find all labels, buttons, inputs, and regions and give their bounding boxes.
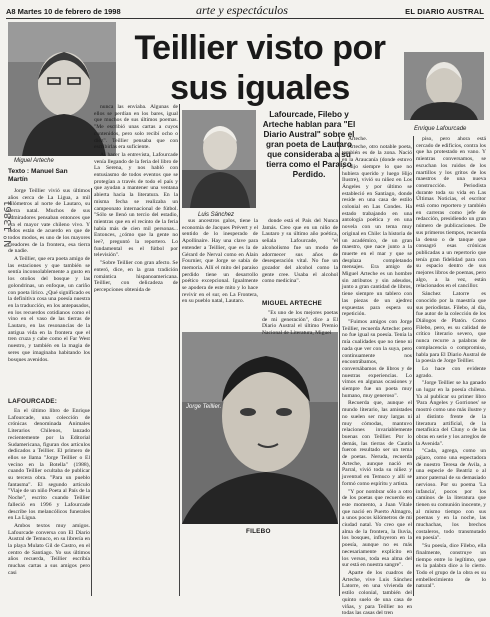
title-line-2: sus iguales: [170, 69, 350, 107]
portrait-lafourcade-graphic: [404, 52, 484, 120]
column-1-top: [8, 188, 90, 396]
caption-enrique-lafourcade: Enrique Lafourcade: [414, 126, 467, 132]
column-3-top: [182, 218, 258, 330]
enrique-lafourcade-photo: [404, 52, 484, 120]
column-divider: [413, 136, 414, 596]
pull-quote: Lafourcade, Filebo y Arteche hablan para "El Diario Austral" sobre el gran poeta de Lautaro que consideraba a su tierra como el Paraíso Perdido.: [262, 110, 356, 179]
caption-luis-sanchez: Luis Sánchez: [198, 212, 235, 218]
col2-paragraph-2: Al hacer la entrevista, Lafourcade venía llegando de la feria del libro de La Serena, y nos habló con entusiasmo de todos eventos que se protegían a través de todo el país y que ayudan a mantener una ventana abierta hacia la literatura. En la misma fecha se realizaba un campeonato internacional de fútbol. "Sólo se llenó un tercio del estadio, mientras que en el recinto de la feria había más de cien mil personas... Entonces, ¿cómo que la gente no lee?, preguntó la reportero. Lo fundamental es el fútbol por televisión".: [94, 151, 178, 259]
col3-paragraph-1: "Es uno de los mejores poetas de mi generación", dice a El Diario Austral el último Premio Nacional de Literatura, Miguel: [262, 310, 338, 337]
handwritten-archive-number: N° 13861: [3, 200, 14, 248]
col1b-paragraph-2: Ambos textos muy amigos. Lafourcade conversa con El Diario Austral de Temuco, en su librería en la playa Mulato Gil de Castro, en el centro de Santiago. Yo sus últimos años recuerda, Teillier escribía muchas cartas a sus amigos pero casi: [8, 522, 90, 576]
col1b-paragraph-1: En el último libro de Enrique Lafourcade, una colección de crónicas denominada Animales Literarios Chilenos, lanzado recientemente por la Editorial Sudamericana, figuran dos artículos dedicados a Teillier. El primero de ellos se llama "Jorge Teillier o El vecino en la Botella" (1988), cuando Teillier ocultaba de publicar su tercera obra. "Para un pueblo fantasma". El segundo artículo "Viaje de un niño Poeta al País de la Noche", escrito cuando Teillier falleció en 1996 y Lafourcade describe los melancólicos funerales en La Ligua.: [8, 408, 90, 522]
column-divider: [179, 104, 180, 596]
column-3c: [262, 310, 338, 337]
col2-paragraph-1: nunca las enviaba. Algunas de ellos se perdían en los bares, igual que muchos de sus últimos poemas. "Me escribió unas cartas a cuyos contenidos, pero solo recibí ocho o diez". Teillier pensaba que con escribirlas era suficiente.: [94, 104, 178, 151]
title-line-1: Teillier visto por: [134, 29, 386, 67]
subhead-filebo: FILEBO: [246, 528, 271, 535]
col1-paragraph-1: Jorge Teillier vivió sus últimos años cerca de La Ligua, a mil kilómetros al norte de Lautaro, su tierra natal. Muchos de sus admiradores pensaban entonces que era el mayor vate chileno vivo. Y todos están de acuerdo en que de todos modos, es uno de los mayores creadores de la frontera, esa tierra de nadie.: [8, 188, 90, 255]
subhead-arteche: MIGUEL ARTECHE: [262, 300, 322, 307]
col4-paragraph-2: Arteche, otro notable poeta, también es de la zona. Nació en la Araucanía (donde estuvo y dijo siempre lo que no hubiera querido y luego Hijo Ilustre), vivió su niñez en Los Ángeles y por último se estableció en Santiago, donde reside en una casa de estilo colonial en Las Condes. Ha estado trabajando en una antología poética y en una novela con un tema muy original en Chile: la historia de un académico, de un gran maestro, que nace junto a la muerte en el mar y que se desplaza completando mensajes. Era amigo de Miguel Arteche es un hombre sin atributos y sin adeudos, junto a gran cantidad de libros, tiene siempre un tablero con las piezas de un ajedrez expuestas para espera su repetición.: [342, 143, 412, 318]
column-4: [342, 136, 412, 617]
article-title: [120, 28, 400, 108]
col4-paragraph-5: "Y por nombrar sólo a otro de los poetas que recuerdo en este momento, a Juan Vitale que nació en Puerto Almagro, a unos pocos kilómetros de mi ciudad natal. Yo creo que el alma de la frontera, la lluvia, los bosques, influyeron en la poesía, aunque no es más necesariamente explícito en los versos, toda esa alma del sur está en nuestra sangre".: [342, 488, 412, 569]
column-5: [416, 136, 486, 596]
col4-paragraph-4: Recuerda que, aunque el mundo literario, las amistades no suelen ser muy largas ni muy cómodas, mantuvo relaciones invariablemente buenas con Teillier. Por lo demás, las tierras de Cautín fueron resultado ser un tema de poetas. Neruda, recuerda Arteche, aunque nació en Parral, vivió toda su niñez y juventud en Temuco y allí se formó como espíritu y artista.: [342, 400, 412, 487]
page-header: [6, 3, 484, 19]
col4-paragraph-3: "Fuimos amigos con Jorge Teillier, recuerda Arteche: pero no fue igual su poesía. Tenía la mía cualidades que no tiene ni nada que ver con la suya, pero continuamente nos encontrábamos, conversábamos de libros y de nuestras experiencias. Lo vimos en algunas ocasiones y siempre fue un poeta muy humano, muy generoso".: [342, 318, 412, 399]
caption-miguel-arteche: Miguel Arteche: [14, 158, 54, 164]
jorge-teillier-photo: [182, 332, 338, 524]
col5-paragraph-6: "Su poesía, dice Filebo, ella finalmente, construye un tiempo entre lo legítimo, que es la palabra dice a lo cierto. Todo el grupo de la obra es su embellecimiento de lo natural".: [416, 543, 486, 590]
byline: Texto : Manuel San Martín: [8, 168, 68, 183]
section-name: arte y espectáculos: [196, 3, 288, 17]
column-divider: [91, 188, 92, 596]
column-1-bottom: [8, 408, 90, 596]
portrait-teillier-graphic: [182, 332, 338, 524]
luis-sanchez-photo: [182, 110, 256, 208]
col2-paragraph-3: "Sobre Teillier con gran afecto. Se enteró, dice, en la gran tradición romántica hispanoamericana. Teillier, con delicadeza de percepciones obtenida de: [94, 260, 178, 293]
column-3b: [262, 218, 338, 298]
col1-paragraph-2: A Teillier, que era poeta amigo de las estaciones y que también se sentía inconsolablemente a gusto en los otoños del bosque y las golondrinas, un enfoque, un cariño con poeta lírico. ¿Qué significado es la definitiva cosa una poesía nuestra en la traducción, en los antepasados, en los recuerdos cotidianos como el vino en el vaso de las tierras de Lautaro, en las resonancias de la antigua vida en la frontera que el tren cruza y cabe como el Far West nuestro, y también en la magia de seres que imaginaba habitando los bosques avenidos.: [8, 256, 90, 363]
col5-paragraph-1: piso, pero ahora está cercado de edificios, contra los que ha protestado en vano. Y mientras conversamos, se escuchan los ruidos de los martillos y los gritos de los maestros de una nueva construcción. Periodista durante toda su vida en Las Últimas Noticias, el escritor está como reportero y también en carreras como jefe de redacción, presidiendo un gran número de publicaciones. De sus primeros tiempos, recuerda la denso o de tanque que consagró esas crónicas publicadas a un repertorio que tenía gran fidelidad para con su espacio dentro de sus mejores libros de poemas, pero algo, a la vez, están relacionados en el cancillor.: [416, 136, 486, 290]
col5-paragraph-2: Sánchez Latorre es conocido por la maestría que sus periodistas. Filebo, al día, fue autor de la colección de los Diálogos de Platón. Como Filebo, pero, es su calidad de crítico literario severo, que nunca recurre a palabras de complacencia o compromiso, habla para El Diario Austral de la poesía de Jorge Teillier.: [416, 291, 486, 365]
column-divider: [339, 136, 340, 596]
col2c-paragraph-1: donde está el País del Nunca Jamás. Creo que en un niño de Lautaro y su último año poética, señala Lafourcade, "el alcoholismo fue un modo de adormecer sus años de desesperación vital. No fue un gozador del alcohol como la gente cree. Usaba el alcohol como medicina".: [262, 218, 338, 285]
subhead-lafourcade: LAFOURCADE:: [8, 398, 58, 405]
col5-paragraph-5: "Cada, agrega, como un pájaro, como una espectadora de nuestro Teresa de Avila, a una especie de Beatriz o al amor paternal de su demasiado nervioso. Por su poema 'La infancia', pocos por los caminos de la literatura que tienen su comunión inocente, y al mismo tiempo con sus poemas y en la noche, las muchachas, los brechos costaleros, todo transmutado en poesía".: [416, 448, 486, 542]
page-number-date: A8 Martes 10 de febrero de 1998: [6, 7, 121, 16]
col5-paragraph-3: Lo hace con evidente agrado.: [416, 365, 486, 379]
col2b-paragraph-1: sus ancestros galos, tiene la economía de Jacques Prévert y el sentido de lo inesperado de Apollinaire. Hay una clave para entender a Teillier, que es la de Gérard de Nerval como en Alain Fournier, que Jorge se sabía de memoria. Allí el mito del paraíso perdido tiene un desarrollo poético excepcional. Igualmente se apodera de este mito y lo hace revivir en el sur, en La Frontera, en su pueblo natal, Lautaro.: [182, 218, 258, 305]
col4-paragraph-1: Arteche.: [348, 136, 368, 142]
col5-paragraph-4: "Jorge Teillier se ha ganado un lugar en la poesía chilena. Ya al publicar su primer libro 'Para Ángeles y Gorriones' se mostró como uno más ilustre y al distinto frente de la literatura artificial, de la metafísica del Cluny o de las obras en serie y los arreglos de la Avenida".: [416, 380, 486, 447]
newspaper-name: EL DIARIO AUSTRAL: [405, 7, 484, 16]
col4-paragraph-6: Aparte de los cuadros de Arteche, vive Luis Sánchez Latorre, en una vivienda de estilo colonial, también del quinto suelo de una casa de viñas, y para Teillier no en todas las casas del tren: [342, 570, 412, 617]
caption-jorge-teillier: Jorge Teillier.: [186, 404, 222, 410]
portrait-sanchez-graphic: [182, 110, 256, 208]
column-2: [94, 104, 178, 596]
